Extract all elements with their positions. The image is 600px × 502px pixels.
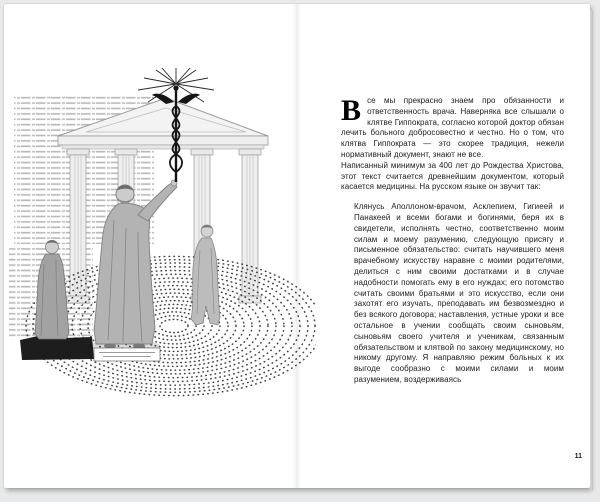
paragraph-history: Написанный минимум за 400 лет до Рождества Христова, этот текст считается древнейшим документом, который касается медицины. На русском языке он звучит так: xyxy=(341,160,564,192)
page-number: 11 xyxy=(574,453,582,460)
book-spread xyxy=(4,4,590,488)
text-block xyxy=(341,96,564,386)
page-right xyxy=(297,4,590,488)
hippocrates-illustration xyxy=(6,68,316,466)
caption-label xyxy=(94,348,160,361)
page-left xyxy=(4,4,297,488)
oath-quote: Клянусь Аполлоном-врачом, Асклепием, Гигиеей и Панакеей и всеми богами и богинями, беря их в свидетели, исполнять честно, соответственно моим силам и моему разумению, следующую присягу и письменное обязательство: считать научившего меня врачебному искусству наравне с моими родителями, делиться с ним своими достатками и в случае надобности помогать ему в его нуждах; его потомство считать своими братьями и это искусство, если они захотят его изучать, преподавать им безвозмездно и без всякого договора; наставления, устные уроки и все остальное в учении сообщать своим сыновьям, сыновьям своего учителя и ученикам, связанным обязательством и клятвой по закону медицинскому, но никому другому. Я направляю режим больных к их выгоде сообразно с моими силами и моим разумением, воздерживаясь xyxy=(354,202,564,384)
stone-plinth xyxy=(20,336,94,360)
paragraph-intro xyxy=(341,96,564,161)
drop-cap: В xyxy=(341,94,362,127)
paragraph-intro-text: се мы прекрасно знаем про обязанности и ответственность врача. Наверняка все слышали о клятве Гиппократа, согласно которой доктор обязан лечить больного добросовестно и честно. Но о том, что клятва Гиппократа — это скорее традиция, нежели нормативный документ, знают не все. xyxy=(341,96,564,159)
